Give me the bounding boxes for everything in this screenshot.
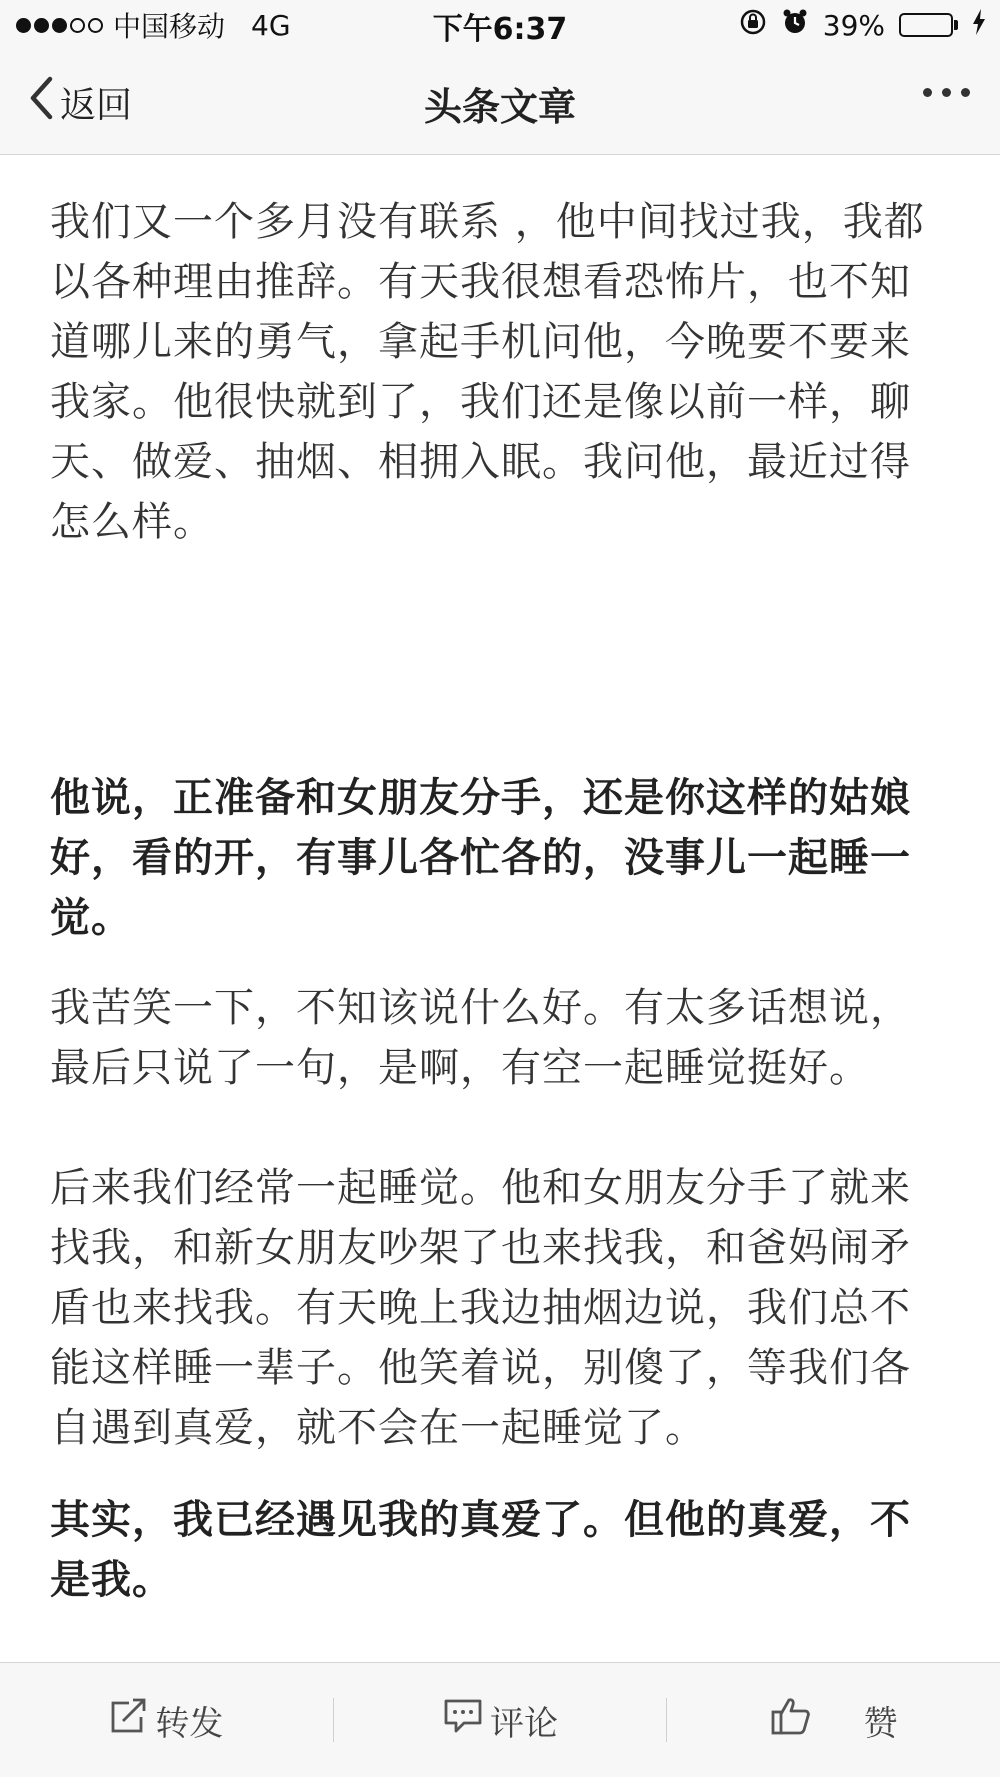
thumbs-up-icon (770, 1696, 812, 1745)
carrier-name: 中国移动 (113, 10, 226, 43)
share-button[interactable] (0, 1690, 333, 1750)
more-options-button[interactable] (923, 88, 970, 97)
navigation-bar (0, 50, 1000, 155)
alarm-clock-icon (781, 8, 809, 43)
article-paragraph-4: 后来我们经常一起睡觉。他和女朋友分手了就来找我，和新女朋友吵架了也来找我，和爸妈闹矛盾也来找我。有天晚上我边抽烟边说，我们总不能这样睡一辈子。他笑着说，别傻了，等我们各自遇到真爱，就不会在一起睡觉了。 (50, 1165, 911, 1451)
comment-button[interactable] (334, 1690, 667, 1750)
article-paragraph-1: 我们又一个多月没有联系 ，他中间找过我，我都以各种理由推辞。有天我很想看恐怖片，也不知道哪儿来的勇气，拿起手机问他，今晚要不要来我家。他很快就到了，我们还是像以前一样，聊天、做爱、抽烟、相拥入眠。我问他，最近过得怎么样。 (50, 199, 925, 545)
article-body[interactable] (50, 192, 950, 1662)
status-bar (0, 0, 1000, 50)
more-dots-icon (923, 88, 932, 97)
comment-icon (442, 1697, 484, 1744)
status-time: 下午6:37 (432, 12, 568, 47)
article-paragraph-2: 他说，正准备和女朋友分手，还是你这样的姑娘好，看的开，有事儿各忙各的，没事儿一起睡一觉。 (50, 775, 911, 941)
article-paragraph-5: 其实，我已经遇见我的真爱了。但他的真爱，不是我。 (50, 1497, 911, 1603)
charging-bolt-icon (972, 9, 986, 42)
back-label: 返回 (60, 84, 133, 126)
page-title: 头条文章 (423, 85, 576, 129)
share-icon (109, 1697, 149, 1744)
comment-label: 评论 (490, 1703, 558, 1744)
like-label: 赞 (863, 1703, 898, 1744)
status-right (739, 6, 986, 44)
network-type: 4G (251, 8, 291, 42)
battery-percent: 39% (822, 8, 885, 42)
share-label: 转发 (155, 1703, 224, 1744)
bottom-toolbar (0, 1662, 1000, 1777)
like-button[interactable] (667, 1690, 1000, 1750)
battery-icon (899, 13, 958, 37)
article-paragraph-3: 我苦笑一下，不知该说什么好。有太多话想说，最后只说了一句，是啊，有空一起睡觉挺好。 (50, 985, 911, 1091)
orientation-lock-icon (739, 8, 767, 43)
